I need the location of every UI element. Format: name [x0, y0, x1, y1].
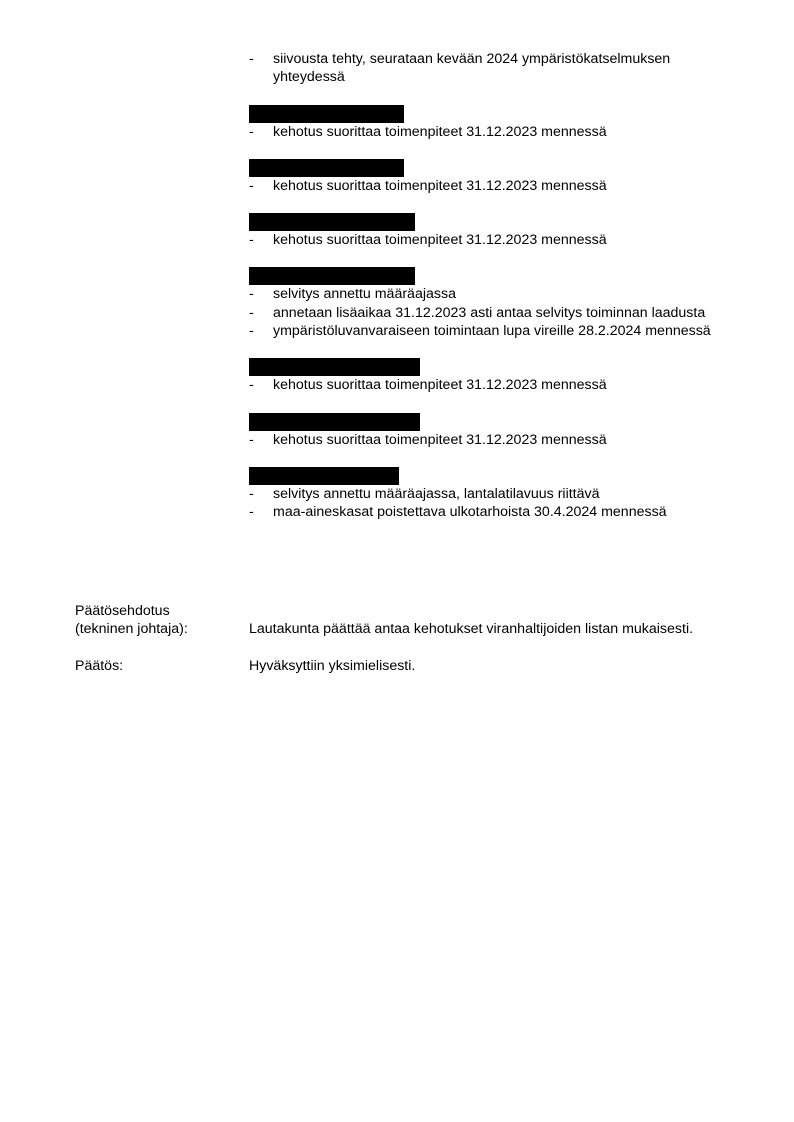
bullet-dash: -: [249, 232, 254, 249]
redaction-bar: [249, 213, 415, 231]
redaction-bar: [249, 267, 415, 285]
item-text: siivousta tehty, seurataan kevään 2024 ympäristökatselmuksen yhteydessä: [273, 51, 671, 86]
bullet-dash: -: [249, 123, 254, 140]
bullet-dash: -: [249, 431, 254, 448]
proposal-label-line2: (tekninen johtaja):: [75, 621, 188, 638]
decision-row: [75, 657, 755, 675]
redaction-bar: [249, 358, 420, 376]
list-block: [249, 50, 729, 87]
item-text: maa-aineskasat poistettava ulkotarhoista 30.4.2024 mennessä: [273, 504, 667, 521]
item-text: kehotus suorittaa toimenpiteet 31.12.2023 mennessä: [273, 377, 607, 394]
item-text: selvitys annettu määräajassa: [273, 286, 456, 303]
list-item: [249, 503, 729, 521]
redaction-bar: [249, 105, 404, 123]
proposal-text: Lautakunta päättää antaa kehotukset viranhaltijoiden listan mukaisesti.: [249, 621, 694, 638]
list-item: [249, 431, 729, 449]
decision-label: Päätös:: [75, 657, 124, 674]
bullet-dash: -: [249, 304, 254, 321]
proposal-label-line1: Päätösehdotus: [75, 603, 170, 619]
decision-text: Hyväksyttiin yksimielisesti.: [249, 657, 416, 674]
redaction-bar: [249, 159, 404, 177]
list-item: [249, 322, 729, 340]
item-text: kehotus suorittaa toimenpiteet 31.12.2023 mennessä: [273, 232, 607, 249]
bullet-dash: -: [249, 286, 254, 303]
list-item: [249, 285, 729, 303]
list-block: [249, 213, 729, 249]
list-block: [249, 159, 729, 195]
list-item: [249, 123, 729, 141]
list-block: [249, 413, 729, 449]
document-body: [249, 50, 729, 540]
list-block: [249, 105, 729, 141]
decision-section: [75, 602, 755, 693]
bullet-dash: -: [249, 177, 254, 194]
list-block: [249, 467, 729, 522]
list-item: [249, 177, 729, 195]
list-item: [249, 485, 729, 503]
bullet-dash: -: [249, 485, 254, 502]
proposal-label: [75, 602, 249, 639]
redaction-bar: [249, 467, 399, 485]
bullet-dash: -: [249, 323, 254, 340]
redaction-bar: [249, 413, 420, 431]
item-text: annetaan lisäaikaa 31.12.2023 asti antaa selvitys toiminnan laadusta: [273, 304, 706, 321]
bullet-dash: -: [249, 377, 254, 394]
list-item: [249, 304, 729, 322]
proposal-row: [75, 602, 755, 639]
item-text: kehotus suorittaa toimenpiteet 31.12.2023 mennessä: [273, 431, 607, 448]
list-item: [249, 376, 729, 394]
list-item: [249, 231, 729, 249]
bullet-dash: -: [249, 51, 254, 67]
item-text: selvitys annettu määräajassa, lantalatilavuus riittävä: [273, 485, 600, 502]
list-block: [249, 267, 729, 340]
item-text: kehotus suorittaa toimenpiteet 31.12.2023 mennessä: [273, 123, 607, 140]
bullet-dash: -: [249, 504, 254, 521]
list-item: [249, 50, 729, 87]
list-block: [249, 358, 729, 394]
item-text: ympäristöluvanvaraiseen toimintaan lupa vireille 28.2.2024 mennessä: [273, 323, 711, 340]
item-text: kehotus suorittaa toimenpiteet 31.12.2023 mennessä: [273, 177, 607, 194]
